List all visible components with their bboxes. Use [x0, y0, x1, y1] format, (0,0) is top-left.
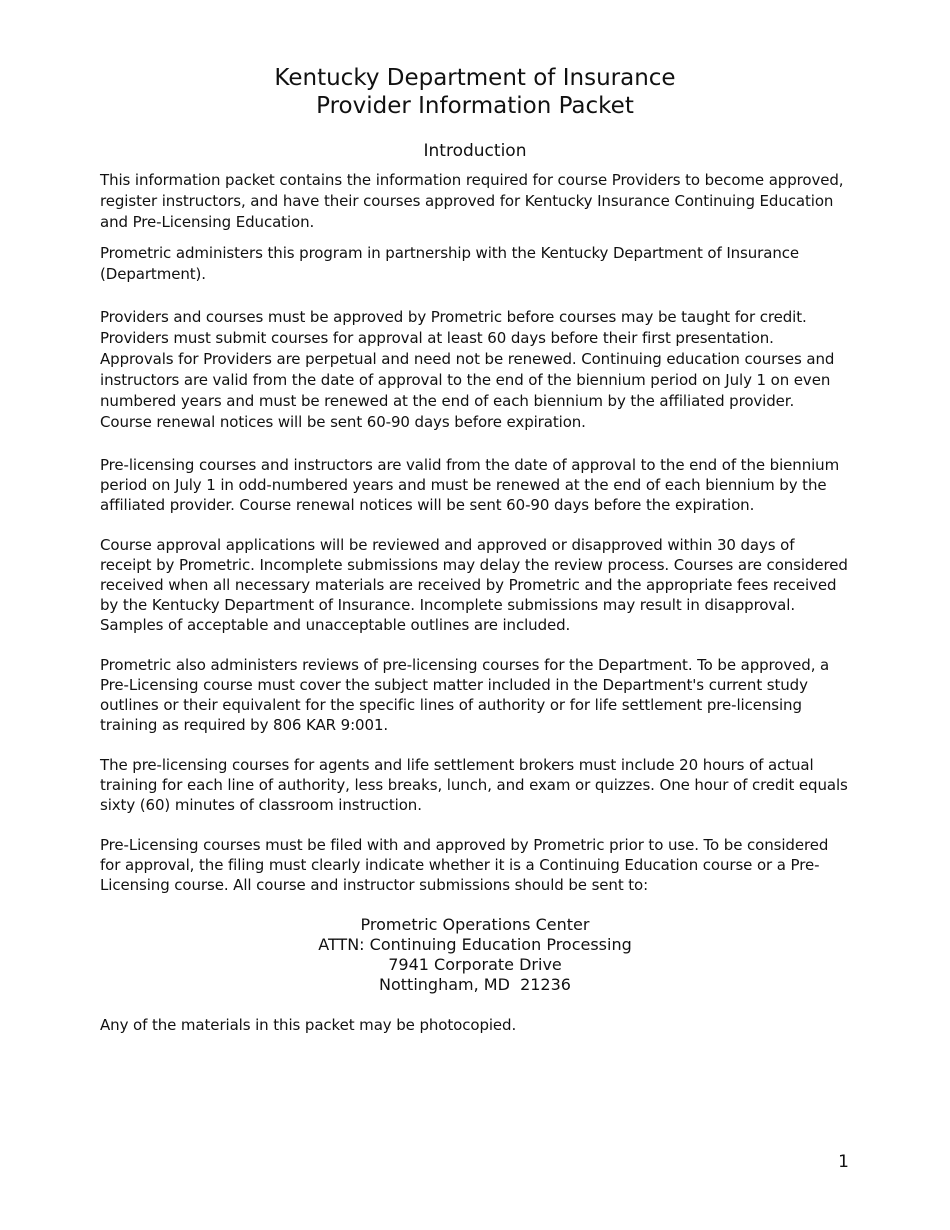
paragraph-6: Prometric also administers reviews of pre-licensing courses for the Department. To be approved, a Pre-Licensing course must cover the subject matter included in the Department's current study outlines or their equivalent for the specific lines of authority or for life settlement pre-licensing training as required by 806 KAR 9:001.	[100, 656, 830, 734]
address-line-4: Nottingham, MD 21236	[379, 975, 571, 994]
closing-note: Any of the materials in this packet may be photocopied.	[100, 1016, 517, 1034]
document-page	[100, 64, 850, 1036]
address-line-1: Prometric Operations Center	[360, 915, 590, 934]
paragraph-5: Course approval applications will be reviewed and approved or disapproved within 30 days of receipt by Prometric. Incomplete submissions may delay the review process. Courses are considered received when all necessary materials are received by Prometric and the appropriate fees received by the Kentucky Department of Insurance. Incomplete submissions may result in disapproval. Samples of acceptable and unacceptable outlines are included.	[100, 536, 848, 634]
document-title	[100, 64, 850, 120]
title-line-1: Kentucky Department of Insurance	[274, 65, 676, 91]
title-line-2: Provider Information Packet	[316, 93, 634, 119]
address-line-2: ATTN: Continuing Education Processing	[318, 935, 632, 954]
mailing-address	[100, 915, 850, 995]
page-number: 1	[838, 1152, 849, 1172]
paragraph-7: The pre-licensing courses for agents and life settlement brokers must include 20 hours of actual training for each line of authority, less breaks, lunch, and exam or quizzes. One hour of credit equals sixty (60) minutes of classroom instruction.	[100, 756, 848, 814]
paragraph-8: Pre-Licensing courses must be filed with and approved by Prometric prior to use. To be considered for approval, the filing must clearly indicate whether it is a Continuing Education course or a Pre-Licensing course. All course and instructor submissions should be sent to:	[100, 836, 829, 894]
section-heading-introduction: Introduction	[423, 141, 527, 161]
paragraph-4: Pre-licensing courses and instructors are valid from the date of approval to the end of the biennium period on July 1 in odd-numbered years and must be renewed at the end of each biennium by the affiliated provider. Course renewal notices will be sent 60-90 days before the expiration.	[100, 456, 840, 514]
paragraph-3: Providers and courses must be approved by Prometric before courses may be taught for credit. Providers must submit courses for approval at least 60 days before their first presentation. Approvals for Providers are perpetual and need not be renewed. Continuing education courses and instructors are valid from the date of approval to the end of the biennium period on July 1 on even numbered years and must be renewed at the end of each biennium by the affiliated provider. Course renewal notices will be sent 60-90 days before expiration.	[100, 308, 835, 431]
address-line-3: 7941 Corporate Drive	[388, 955, 562, 974]
paragraph-1: This information packet contains the information required for course Providers to become approved, register instructors, and have their courses approved for Kentucky Insurance Continuing Education and Pre-Licensing Education.	[100, 171, 844, 231]
paragraph-2: Prometric administers this program in partnership with the Kentucky Department of Insurance (Department).	[100, 244, 800, 283]
